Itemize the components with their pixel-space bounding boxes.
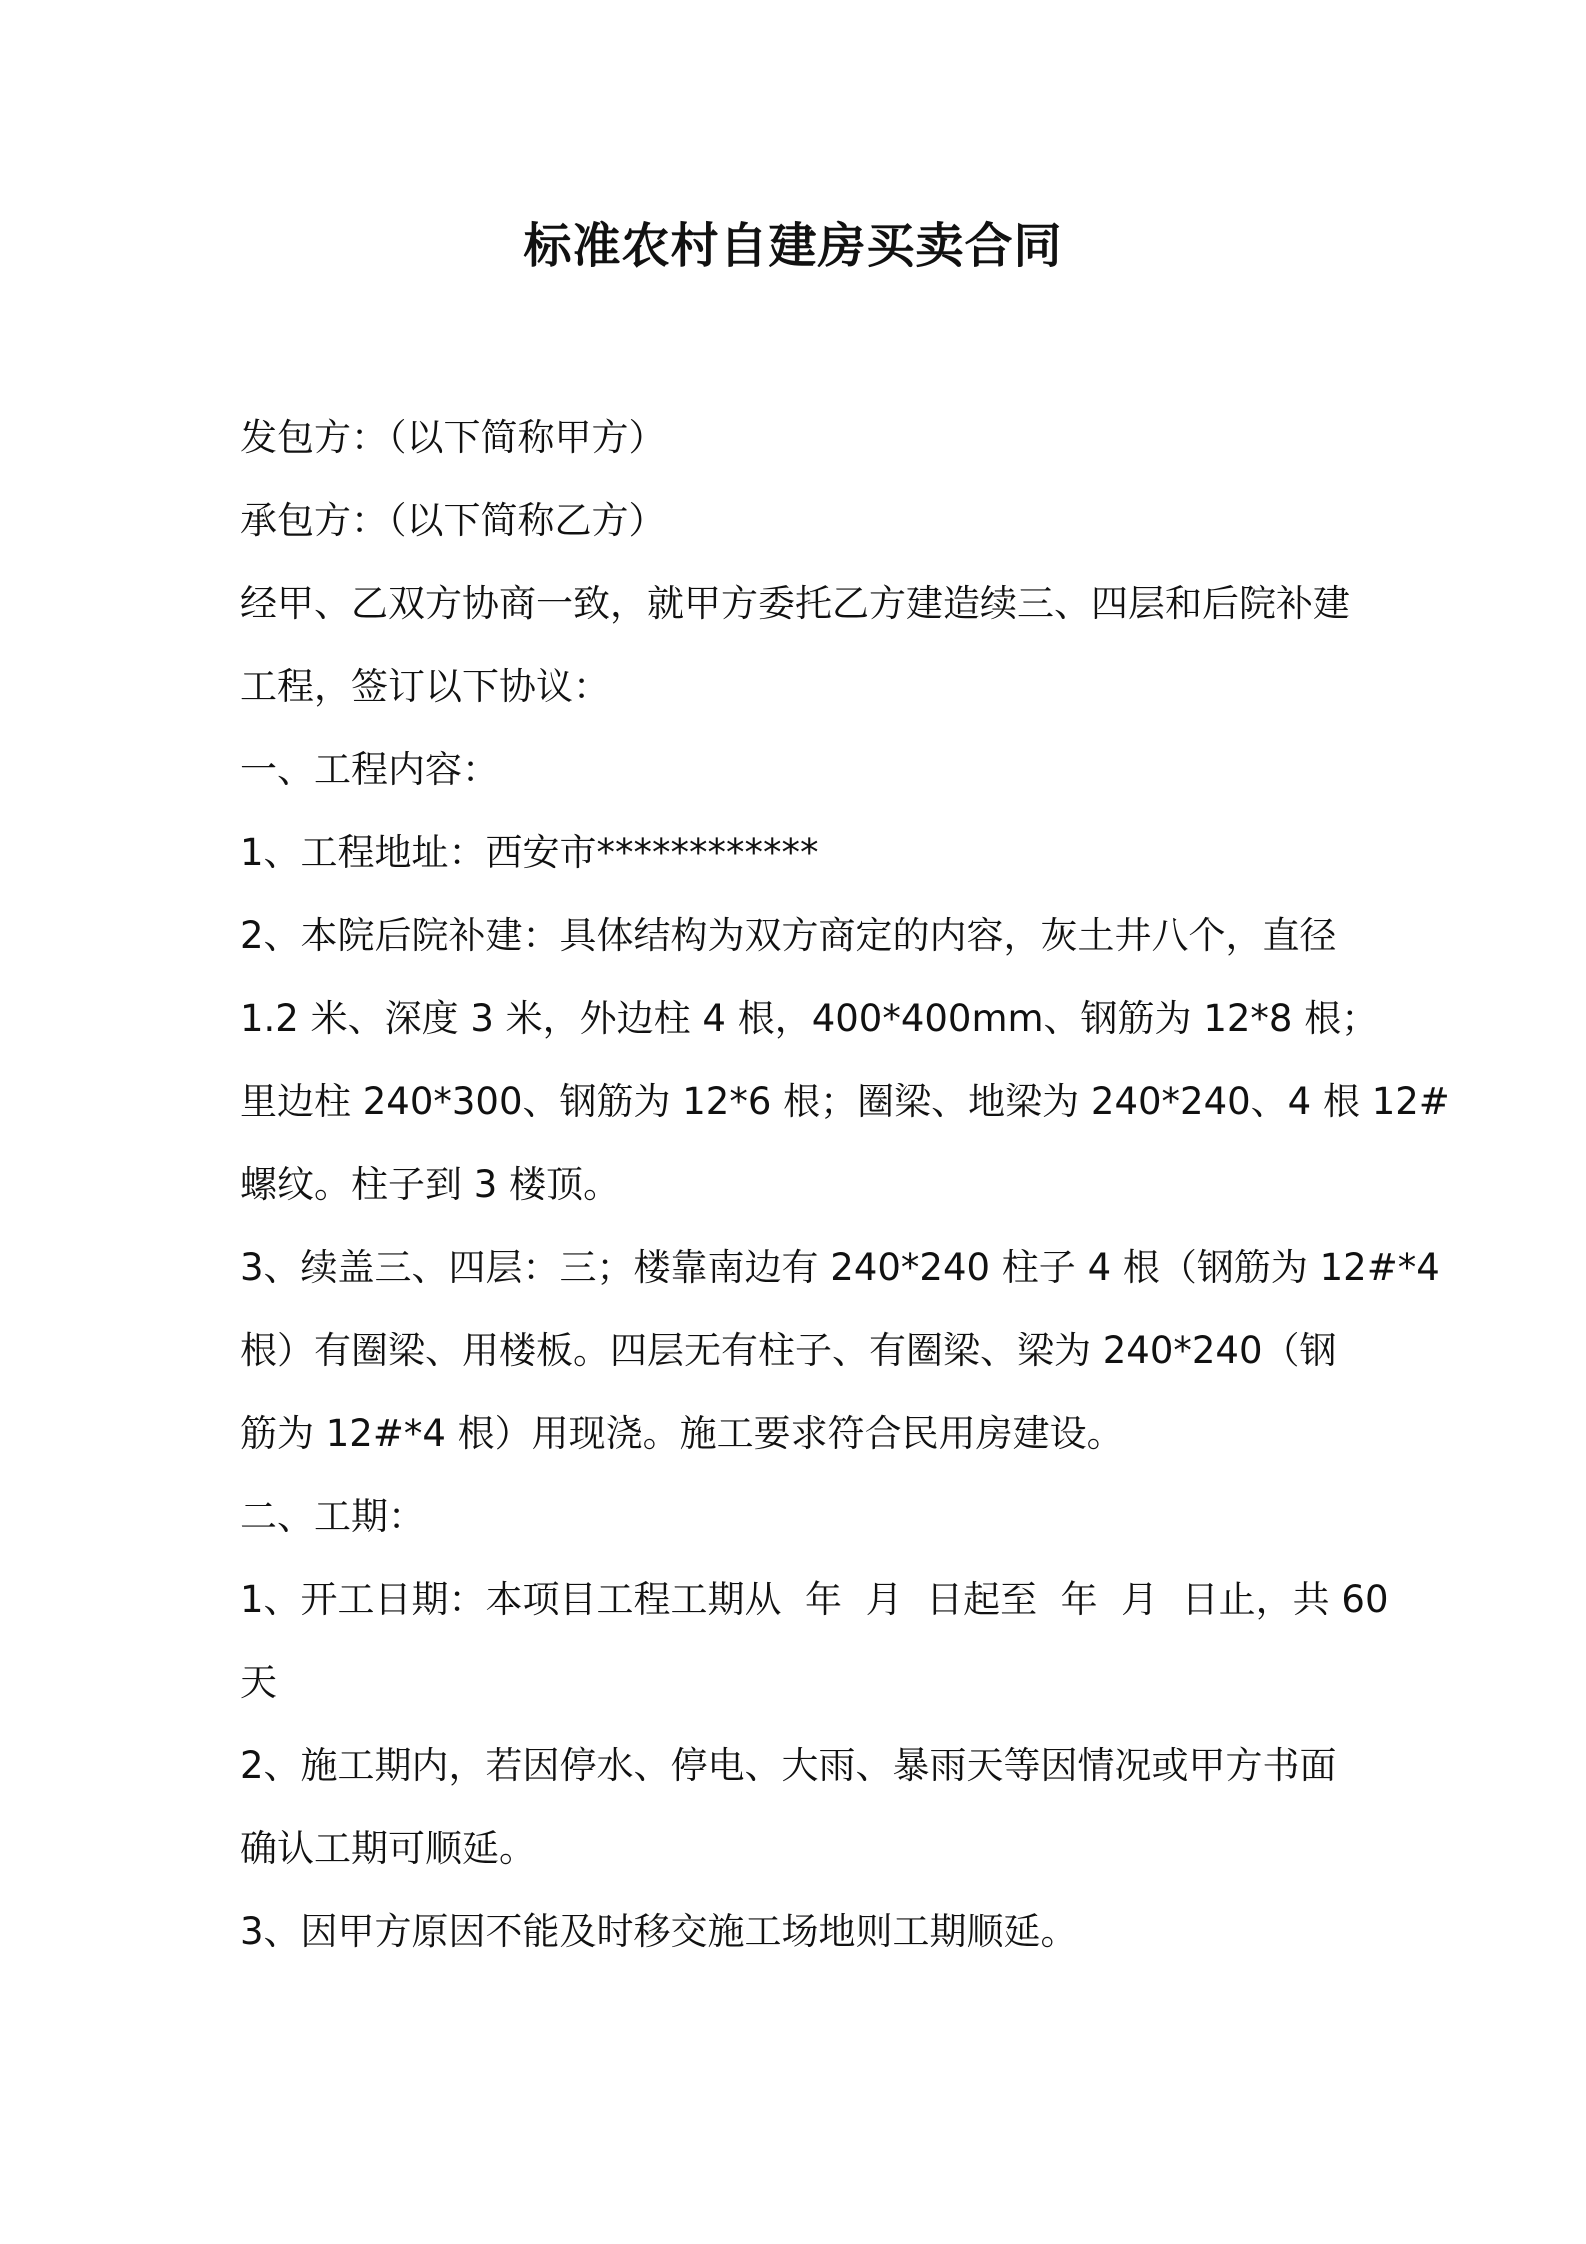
- clause-1-3-line-3: 筋为 12#*4 根）用现浇。施工要求符合民用房建设。: [240, 1412, 1124, 1455]
- clause-1-2-line-1: 2、本院后院补建：具体结构为双方商定的内容，灰土井八个，直径: [240, 914, 1337, 957]
- party-b-line: 承包方：（以下简称乙方）: [240, 499, 666, 542]
- clause-2-1-line-2: 天: [240, 1661, 277, 1704]
- clause-2-1-line-1: 1、开工日期：本项目工程工期从 年 月 日起至 年 月 日止，共 60: [240, 1578, 1389, 1621]
- document-title: 标准农村自建房买卖合同: [523, 218, 1063, 274]
- document-body: [240, 396, 1450, 1973]
- clause-1-3-line-2: 根）有圈梁、用楼板。四层无有柱子、有圈梁、梁为 240*240（钢: [240, 1329, 1337, 1372]
- clause-2-2-line-1: 2、施工期内，若因停水、停电、大雨、暴雨天等因情况或甲方书面: [240, 1744, 1337, 1787]
- party-a-line: 发包方：（以下简称甲方）: [240, 416, 666, 459]
- clause-1-1: 1、工程地址：西安市************: [240, 831, 819, 874]
- clause-2-3: 3、因甲方原因不能及时移交施工场地则工期顺延。: [240, 1910, 1078, 1953]
- clause-2-2-line-2: 确认工期可顺延。: [240, 1827, 536, 1870]
- section-heading-2: 二、工期：: [240, 1495, 425, 1538]
- clause-1-3-line-1: 3、续盖三、四层：三；楼靠南边有 240*240 柱子 4 根（钢筋为 12#*4: [240, 1246, 1440, 1289]
- clause-1-2-line-2: 1.2 米、深度 3 米，外边柱 4 根，400*400mm、钢筋为 12*8 根；: [240, 997, 1379, 1040]
- intro-line-1: 经甲、乙双方协商一致，就甲方委托乙方建造续三、四层和后院补建: [240, 582, 1350, 625]
- section-heading-1: 一、工程内容：: [240, 748, 499, 791]
- intro-line-2: 工程，签订以下协议：: [240, 665, 610, 708]
- clause-1-2-line-4: 螺纹。柱子到 3 楼顶。: [240, 1163, 621, 1206]
- clause-1-2-line-3: 里边柱 240*300、钢筋为 12*6 根；圈梁、地梁为 240*240、4 根 12#: [240, 1080, 1450, 1123]
